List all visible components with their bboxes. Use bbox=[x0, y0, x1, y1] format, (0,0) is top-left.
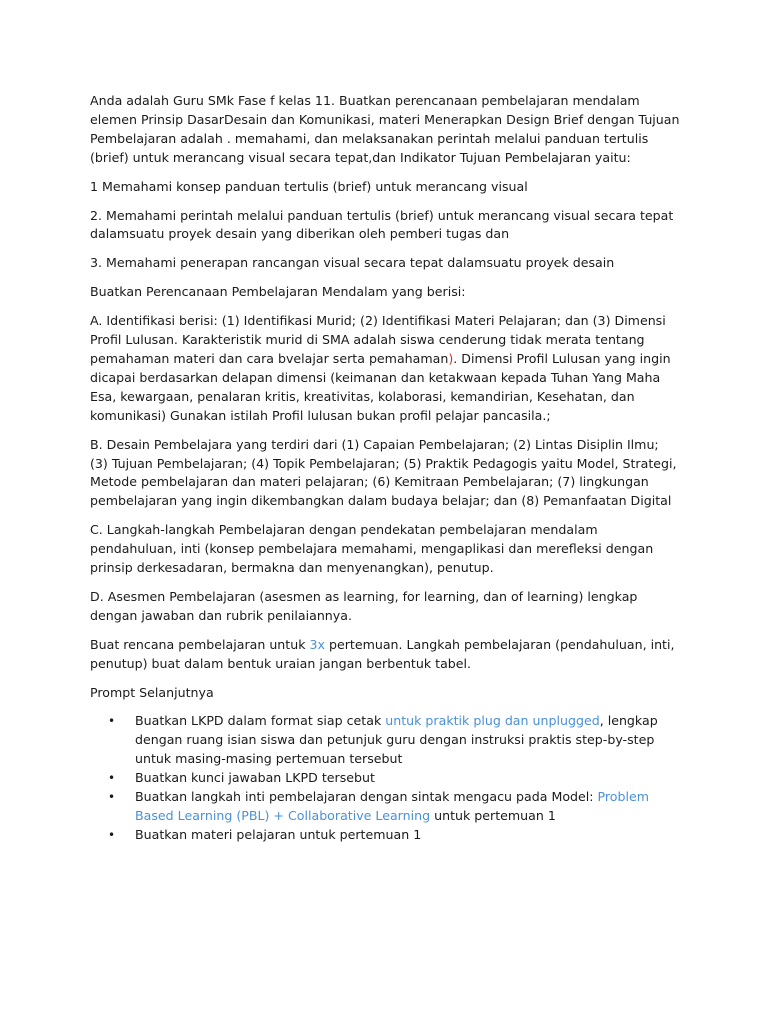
list-item bbox=[90, 826, 680, 845]
indicator-1: 1 Memahami konsep panduan tertulis (brief) untuk merancang visual bbox=[90, 178, 528, 194]
section-b-paragraph: B. Desain Pembelajara yang terdiri dari (1) Capaian Pembelajaran; (2) Lintas Disiplin Ilmu; (3) Tujuan Pembelajaran; (4) Topik Pembelajaran; (5) Praktik Pedagogis yaitu Model, Strategi, Metode pembelajaran dan materi pelajaran; (6) Kemitraan Pembelajaran; (7) lingkungan pembelajaran yang ingin dikembangkan dalam budaya belajar; dan (8) Pemanfaatan Digital bbox=[90, 436, 677, 509]
list-item bbox=[90, 769, 680, 788]
list-item-text: Buatkan materi pelajaran untuk pertemuan 1 bbox=[135, 826, 422, 842]
list-item-text: Buatkan kunci jawaban LKPD tersebut bbox=[135, 770, 375, 786]
list-item-highlight: untuk praktik plug dan unplugged bbox=[385, 713, 600, 729]
section-a-text-2: . Dimensi Profil Lulusan yang ingin dicapai berdasarkan delapan dimensi (keimanan dan ketakwaan kepada Tuhan Yang Maha Esa, kewargaan, penalaran kritis, kreativitas, kolaborasi, kemandirian, Kesehatan, dan komunikasi) Gunakan istilah Profil lulusan bukan profil pelajar pancasila.; bbox=[90, 350, 671, 423]
intro-paragraph: Anda adalah Guru SMk Fase f kelas 11. Buatkan perencanaan pembelajaran mendalam elemen Prinsip DasarDesain dan Komunikasi, materi Menerapkan Design Brief dengan Tujuan Pembelajaran adalah . memahami, dan melaksanakan perintah melalui panduan tertulis (brief) untuk merancang visual secara tepat,dan Indikator Tujuan Pembelajaran yaitu: bbox=[90, 93, 680, 165]
section-a-red-char: ) bbox=[448, 350, 454, 366]
section-a-text-1: A. Identifikasi berisi: (1) Identifikasi Murid; (2) Identifikasi Materi Pelajaran; dan (3) Dimensi Profil Lulusan. Karakteristik murid di SMA adalah siswa cenderung tidak merata tentang pemahaman materi dan cara bvelajar serta pemahaman bbox=[90, 313, 666, 366]
bullet-icon: • bbox=[108, 771, 116, 786]
bullet-icon: • bbox=[108, 827, 116, 842]
section-d-paragraph: D. Asesmen Pembelajaran (asesmen as learning, for learning, dan of learning) lengkap dengan jawaban dan rubrik penilaiannya. bbox=[90, 588, 638, 623]
meeting-text-before: Buat rencana pembelajaran untuk bbox=[90, 636, 310, 652]
meeting-text-after: pertemuan. Langkah pembelajaran (pendahuluan, inti, penutup) buat dalam bentuk uraian jangan berbentuk tabel. bbox=[90, 636, 675, 671]
list-item-text: Buatkan langkah inti pembelajaran dengan sintak mengacu pada Model: bbox=[135, 789, 598, 805]
list-item-text: Buatkan LKPD dalam format siap cetak bbox=[135, 713, 386, 729]
next-prompt-heading: Prompt Selanjutnya bbox=[90, 684, 214, 700]
list-item-text-after: , lengkap dengan ruang isian siswa dan petunjuk guru dengan instruksi praktis step-by-step untuk masing-masing pertemuan tersebut bbox=[135, 713, 658, 767]
list-item-text-after: untuk pertemuan 1 bbox=[430, 808, 556, 823]
meeting-count: 3x bbox=[309, 636, 325, 652]
list-item-highlight: Problem Based Learning (PBL) + Collaborative Learning bbox=[135, 789, 650, 823]
bullet-icon: • bbox=[108, 790, 116, 805]
meeting-paragraph bbox=[90, 636, 680, 674]
request-heading: Buatkan Perencanaan Pembelajaran Mendalam yang berisi: bbox=[90, 284, 466, 300]
indicator-2: 2. Memahami perintah melalui panduan tertulis (brief) untuk merancang visual secara tepat dalamsuatu proyek desain yang diberikan oleh pemberi tugas dan bbox=[90, 207, 674, 242]
bullet-icon: • bbox=[108, 714, 116, 729]
prompt-list bbox=[90, 712, 680, 844]
list-item bbox=[90, 788, 680, 826]
section-a-paragraph bbox=[90, 312, 680, 425]
section-c-paragraph: C. Langkah-langkah Pembelajaran dengan pendekatan pembelajaran mendalam pendahuluan, inti (konsep pembelajara memahami, mengaplikasi dan merefleksi dengan prinsip derkesadaran, bermakna dan menyenangkan), penutup. bbox=[90, 522, 654, 576]
document-page bbox=[90, 92, 680, 845]
list-item bbox=[90, 712, 680, 769]
indicator-3: 3. Memahami penerapan rancangan visual secara tepat dalamsuatu proyek desain bbox=[90, 255, 615, 271]
